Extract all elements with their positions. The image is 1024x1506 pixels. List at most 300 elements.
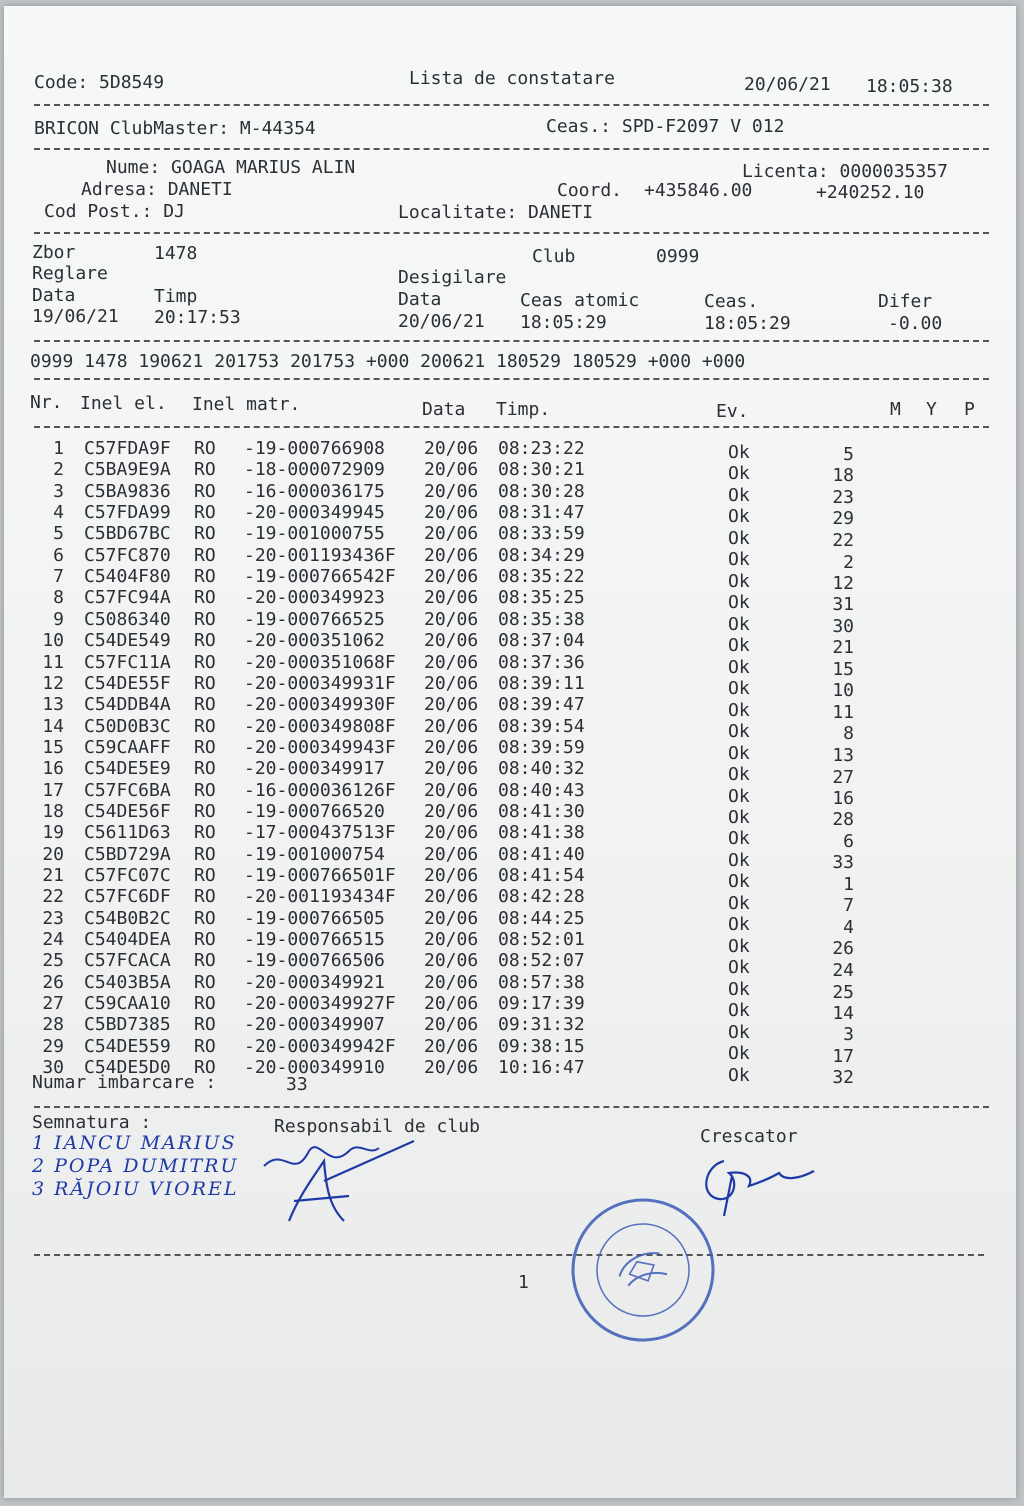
row-country: RO [194,736,216,758]
owner-name: Nume: GOAGA MARIUS ALIN [106,157,356,178]
row-electronic-ring: C5BD729A [84,843,171,865]
row-country: RO [194,672,216,694]
row-event: Ok [728,828,750,850]
row-position: 16 [832,787,854,809]
row-ring-number: -20-001193434F [244,886,396,908]
row-country: RO [194,459,216,481]
code-label: Code: 5D8549 [34,72,165,93]
row-nr: 7 [53,566,64,588]
row-event: Ok [728,957,750,979]
row-ring-number: -19-000766525 [244,608,385,630]
row-date: 20/06 [424,566,479,588]
col-y: Y [926,399,937,420]
row-position: 22 [832,529,854,551]
row-date: 20/06 [424,758,479,780]
row-electronic-ring: C54DE56F [84,800,171,822]
row-event: Ok [728,549,750,571]
row-event: Ok [728,892,750,914]
row-date: 20/06 [424,843,479,865]
print-date: 20/06/21 [744,74,831,95]
separator [34,232,989,234]
summary-code-line: 0999 1478 190621 201753 201753 +000 200621 180529 180529 +000 +000 [30,351,746,372]
table-row [4,544,1004,573]
row-ring-number: -19-001000754 [244,843,385,865]
row-ring-number: -20-000349910 [244,1057,385,1079]
setting-label: Reglare [32,263,108,284]
row-ring-number: -20-000349907 [244,1014,385,1036]
row-country: RO [194,566,216,588]
table-row [4,715,1004,745]
row-nr: 30 [42,1057,64,1079]
row-position: 1 [843,874,854,895]
row-nr: 5 [53,523,64,545]
row-ring-number: -20-000349930F [244,694,396,716]
club-official-label: Responsabil de club [274,1116,480,1137]
row-time: 08:35:38 [498,608,585,630]
row-position: 5 [843,444,854,465]
row-event: Ok [728,527,750,549]
separator [34,426,989,428]
document-page [4,6,1016,1498]
difference-label: Difer [878,291,933,312]
postal-code: Cod Post.: DJ [44,201,185,222]
row-nr: 8 [53,587,64,609]
row-position: 23 [832,486,854,508]
row-time: 08:52:07 [498,950,585,972]
row-electronic-ring: C5611D63 [84,822,171,844]
table-row [4,800,1004,831]
row-nr: 28 [42,1014,64,1036]
row-date: 20/06 [424,715,479,737]
row-nr: 27 [42,993,64,1015]
row-nr: 1 [53,438,64,459]
row-event: Ok [728,442,750,463]
row-country: RO [194,438,216,459]
row-ring-number: -20-000349945 [244,502,385,524]
table-row [4,843,1004,874]
row-country: RO [194,779,216,801]
row-event: Ok [728,721,750,743]
row-date: 20/06 [424,800,479,822]
row-position: 12 [832,572,854,594]
row-event: Ok [728,506,750,528]
table-row [4,971,1004,1003]
row-ring-number: -19-000766501F [244,865,396,886]
separator [34,1106,989,1108]
row-time: 08:42:28 [498,886,585,908]
row-electronic-ring: C54DE5E9 [84,758,171,780]
row-date: 20/06 [424,1057,479,1079]
row-electronic-ring: C54DE559 [84,1035,171,1057]
row-event: Ok [728,742,750,764]
setting-time-label: Timp [154,286,198,307]
flight-number: 1478 [154,243,198,264]
row-time: 08:40:43 [498,779,585,801]
table-row [4,523,1004,551]
row-position: 3 [843,1024,854,1046]
separator [34,148,989,150]
flight-label: Zbor [32,242,76,263]
row-event: Ok [728,592,750,614]
row-date: 20/06 [424,672,479,694]
row-position: 8 [843,723,854,745]
page-number: 1 [518,1272,529,1293]
row-event: Ok [728,678,750,700]
row-nr: 12 [42,672,64,694]
row-ring-number: -20-000349917 [244,758,385,780]
row-electronic-ring: C5BD7385 [84,1014,171,1036]
row-event: Ok [728,635,750,657]
row-time: 09:31:32 [498,1014,585,1036]
row-event: Ok [728,978,750,1000]
row-time: 08:31:47 [498,502,585,524]
unseal-atomic-time: 18:05:29 [520,312,607,333]
row-nr: 29 [42,1035,64,1057]
row-time: 08:23:22 [498,438,585,459]
row-date: 20/06 [424,736,479,758]
row-position: 10 [832,680,854,702]
row-electronic-ring: C57FC6DF [84,886,171,908]
row-time: 08:40:32 [498,758,585,780]
row-nr: 25 [42,950,64,972]
row-time: 08:41:54 [498,865,585,886]
club-stamp [569,1196,717,1344]
row-date: 20/06 [424,971,479,993]
club-number: 0999 [656,246,700,267]
row-date: 20/06 [424,1014,479,1036]
col-electronic-ring: Inel el. [80,393,167,414]
row-date: 20/06 [424,993,479,1015]
row-electronic-ring: C57FC07C [84,865,171,886]
row-time: 08:41:40 [498,843,585,865]
row-country: RO [194,694,216,716]
boarding-count: 33 [286,1074,308,1095]
row-position: 21 [832,637,854,659]
row-event: Ok [728,871,750,893]
row-electronic-ring: C59CAA10 [84,993,171,1015]
row-time: 08:39:47 [498,694,585,716]
separator [34,104,989,106]
witness-1: 1 IANCU MARIUS [32,1132,237,1154]
table-row [4,630,1004,659]
row-ring-number: -20-000349808F [244,715,396,737]
row-electronic-ring: C5BA9836 [84,480,171,502]
row-nr: 3 [53,480,64,502]
row-time: 08:41:30 [498,800,585,822]
row-electronic-ring: C57FC870 [84,544,171,566]
row-ring-number: -19-000766515 [244,929,385,951]
breeder-label: Crescator [700,1126,798,1147]
row-country: RO [194,544,216,566]
setting-date: 19/06/21 [32,306,119,327]
row-country: RO [194,1014,216,1036]
row-electronic-ring: C57FC6BA [84,779,171,801]
row-time: 08:37:04 [498,630,585,652]
row-ring-number: -20-000349921 [244,971,385,993]
table-row [4,822,1004,852]
row-position: 14 [832,1002,854,1024]
row-position: 2 [843,551,854,573]
club-official-signature [254,1126,454,1236]
row-electronic-ring: C57FDA99 [84,502,171,524]
row-event: Ok [728,764,750,786]
row-electronic-ring: C5404DEA [84,929,171,951]
row-nr: 23 [42,907,64,929]
row-ring-number: -20-000349923 [244,587,385,609]
table-row [4,651,1004,680]
row-ring-number: -19-000766505 [244,907,385,929]
row-time: 08:44:25 [498,907,585,929]
row-nr: 18 [42,800,64,822]
separator [34,378,989,380]
row-event: Ok [728,935,750,957]
row-electronic-ring: C54B0B2C [84,907,171,929]
row-event: Ok [728,463,750,485]
row-time: 08:52:01 [498,929,585,951]
row-time: 08:35:22 [498,566,585,588]
row-country: RO [194,843,216,865]
row-nr: 22 [42,886,64,908]
row-nr: 6 [53,544,64,566]
row-date: 20/06 [424,907,479,929]
row-time: 08:41:38 [498,822,585,844]
atomic-clock-label: Ceas atomic [520,290,640,311]
row-position: 30 [832,615,854,637]
setting-date-label: Data [32,285,76,306]
row-event: Ok [728,785,750,807]
row-nr: 10 [42,630,64,652]
row-time: 08:39:59 [498,736,585,758]
table-row [4,672,1004,702]
row-electronic-ring: C54DE5D0 [84,1057,171,1079]
owner-address: Adresa: DANETI [81,179,233,200]
row-country: RO [194,822,216,844]
coord-x: +435846.00 [644,180,753,201]
row-country: RO [194,523,216,545]
row-ring-number: -20-000349943F [244,736,396,758]
row-time: 08:39:11 [498,672,585,694]
row-time: 10:16:47 [498,1057,585,1079]
row-electronic-ring: C57FCACA [84,950,171,972]
clubmaster-id: BRICON ClubMaster: M-44354 [34,118,316,139]
row-position: 25 [832,981,854,1003]
table-row [4,736,1004,766]
col-ring-number: Inel matr. [192,394,301,415]
row-country: RO [194,993,216,1015]
col-date: Data [422,399,466,420]
row-electronic-ring: C5BD67BC [84,523,171,545]
table-row [4,950,1004,981]
row-position: 11 [832,701,854,723]
row-electronic-ring: C5BA9E9A [84,459,171,481]
row-date: 20/06 [424,587,479,609]
row-ring-number: -19-000766506 [244,950,385,972]
col-m: M [890,399,901,420]
row-date: 20/06 [424,822,479,844]
row-electronic-ring: C59CAAFF [84,736,171,758]
coord-label: Coord. [557,180,623,201]
separator [34,1254,984,1256]
row-nr: 4 [53,502,64,524]
unseal-label: Desigilare [398,267,507,288]
row-date: 20/06 [424,779,479,801]
row-time: 09:17:39 [498,993,585,1015]
row-date: 20/06 [424,950,479,972]
row-event: Ok [728,806,750,828]
row-country: RO [194,950,216,972]
row-nr: 16 [42,758,64,780]
row-country: RO [194,630,216,652]
row-position: 27 [832,766,854,788]
row-nr: 21 [42,865,64,886]
row-position: 29 [832,508,854,530]
boarding-count-label: Numar imbarcare : [32,1072,217,1093]
table-row [4,608,1004,637]
row-position: 33 [832,852,854,874]
row-ring-number: -20-000351062 [244,630,385,652]
row-electronic-ring: C57FC94A [84,587,171,609]
row-nr: 20 [42,843,64,865]
row-country: RO [194,886,216,908]
row-position: 15 [832,659,854,680]
document-title: Lista de constatare [409,68,615,89]
unseal-date: 20/06/21 [398,311,485,332]
row-time: 09:38:15 [498,1035,585,1057]
row-ring-number: -16-000036126F [244,779,396,801]
row-country: RO [194,608,216,630]
row-nr: 13 [42,694,64,716]
witness-2: 2 POPA DUMITRU [32,1155,239,1177]
row-event: Ok [728,914,750,936]
table-row [4,886,1004,917]
row-ring-number: -19-000766542F [244,566,396,588]
row-date: 20/06 [424,630,479,652]
row-date: 20/06 [424,480,479,502]
row-nr: 19 [42,822,64,844]
row-ring-number: -20-001193436F [244,544,396,566]
row-event: Ok [728,613,750,635]
row-event: Ok [728,849,750,871]
row-time: 08:37:36 [498,651,585,673]
row-date: 20/06 [424,523,479,545]
row-nr: 15 [42,736,64,758]
row-country: RO [194,758,216,780]
row-country: RO [194,587,216,609]
row-ring-number: -19-001000755 [244,523,385,545]
table-row [4,438,1004,465]
row-country: RO [194,651,216,673]
table-row [4,758,1004,788]
row-time: 08:30:28 [498,480,585,502]
row-position: 17 [832,1045,854,1067]
table-row [4,480,1004,508]
signature-label: Semnatura : [32,1112,152,1133]
row-ring-number: -20-000349942F [244,1035,396,1057]
row-time: 08:30:21 [498,459,585,481]
row-event: Ok [728,484,750,506]
row-time: 08:39:54 [498,715,585,737]
row-time: 08:34:29 [498,544,585,566]
separator [34,340,989,342]
row-electronic-ring: C50D0B3C [84,715,171,737]
table-row [4,993,1004,1024]
row-country: RO [194,929,216,951]
row-time: 08:33:59 [498,523,585,545]
row-event: Ok [728,570,750,592]
row-nr: 14 [42,715,64,737]
row-position: 32 [832,1067,854,1089]
setting-time: 20:17:53 [154,307,241,328]
table-row [4,929,1004,960]
row-electronic-ring: C5404F80 [84,566,171,588]
clock-label: Ceas. [704,291,759,312]
row-date: 20/06 [424,694,479,716]
row-position: 18 [832,465,854,487]
row-event: Ok [728,1021,750,1043]
row-electronic-ring: C5403B5A [84,971,171,993]
row-date: 20/06 [424,502,479,524]
row-position: 6 [843,830,854,852]
row-country: RO [194,1035,216,1057]
unseal-clock-time: 18:05:29 [704,313,791,334]
col-p: P [964,399,975,420]
row-event: Ok [728,1064,750,1086]
row-country: RO [194,907,216,929]
row-date: 20/06 [424,929,479,951]
clock-id: Ceas.: SPD-F2097 V 012 [546,116,785,137]
row-nr: 26 [42,971,64,993]
row-event: Ok [728,699,750,721]
row-nr: 11 [42,651,64,673]
row-country: RO [194,800,216,822]
row-position: 24 [832,959,854,981]
row-electronic-ring: C57FC11A [84,651,171,673]
row-ring-number: -20-000351068F [244,651,396,673]
table-row [4,779,1004,809]
row-nr: 9 [53,608,64,630]
unseal-date-label: Data [398,289,442,310]
row-nr: 2 [53,459,64,481]
row-time: 08:35:25 [498,587,585,609]
club-label: Club [532,246,576,267]
witness-3: 3 RĂJOIU VIOREL [32,1178,239,1200]
row-event: Ok [728,656,750,678]
row-ring-number: -18-000072909 [244,459,385,481]
row-ring-number: -19-000766520 [244,800,385,822]
row-date: 20/06 [424,1035,479,1057]
row-time: 08:57:38 [498,971,585,993]
row-date: 20/06 [424,608,479,630]
row-nr: 24 [42,929,64,951]
table-row [4,566,1004,594]
row-position: 26 [832,938,854,960]
row-country: RO [194,1057,216,1079]
print-time: 18:05:38 [866,76,953,97]
row-position: 4 [843,916,854,938]
row-date: 20/06 [424,886,479,908]
row-ring-number: -16-000036175 [244,480,385,502]
row-date: 20/06 [424,544,479,566]
table-row [4,459,1004,487]
row-event: Ok [728,1043,750,1065]
row-country: RO [194,715,216,737]
row-ring-number: -19-000766908 [244,438,385,459]
locality: Localitate: DANETI [398,202,594,223]
row-date: 20/06 [424,459,479,481]
col-time: Timp. [496,399,551,420]
row-electronic-ring: C54DE55F [84,672,171,694]
row-electronic-ring: C54DE549 [84,630,171,652]
